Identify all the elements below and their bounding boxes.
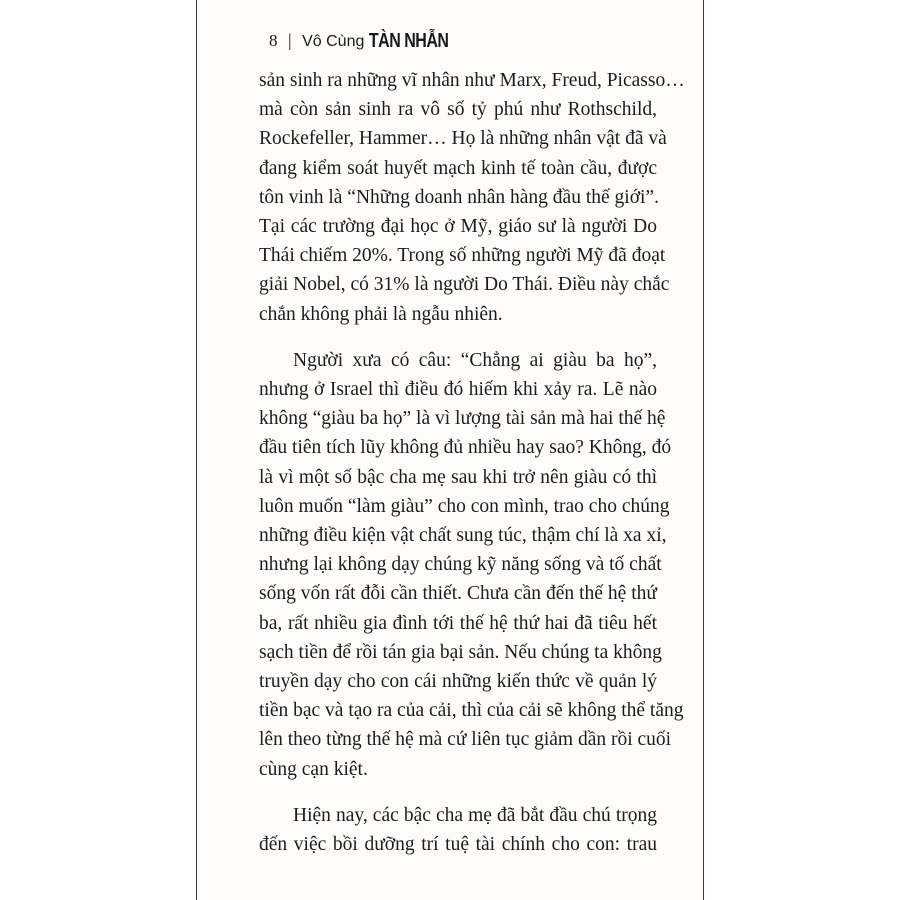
text-line: Hiện nay, các bậc cha mẹ đã bắt đầu chú trọng <box>293 804 657 826</box>
text-line: truyền dạy cho con cái những kiến thức về quản lý <box>259 671 657 693</box>
text-line: đang kiểm soát huyết mạch kinh tế toàn cầu, được <box>259 157 657 179</box>
header-separator: | <box>288 30 292 50</box>
book-title-bold: TÀN NHẪN <box>368 30 449 52</box>
text-line: nhưng ở Israel thì điều đó hiếm khi xảy ra. Lẽ nào <box>259 379 657 401</box>
paragraph <box>259 801 657 859</box>
paragraph <box>259 346 684 784</box>
text-line: cùng cạn kiệt. <box>259 758 368 780</box>
text-line: đến việc bồi dưỡng trí tuệ tài chính cho con: trau <box>259 834 657 856</box>
text-line: luôn muốn “làm giàu” cho con mình, trao cho chúng <box>259 495 670 517</box>
paragraph-gap <box>259 784 657 801</box>
text-line: giải Nobel, có 31% là người Do Thái. Điều này chắc <box>259 274 670 296</box>
text-line: nhưng lại không dạy chúng kỹ năng sống và tố chất <box>259 554 662 576</box>
text-line: sống vốn rất đỗi cần thiết. Chưa cần đến thế hệ thứ <box>259 583 657 605</box>
body-text <box>259 66 685 859</box>
text-line: ba, rất nhiều gia đình tới thế hệ thứ hai đã tiêu hết <box>259 612 657 634</box>
text-line: không “giàu ba họ” là vì lượng tài sản mà hai thế hệ <box>259 408 666 430</box>
text-line: chắn không phải là ngẫu nhiên. <box>259 303 503 325</box>
book-page <box>196 0 704 900</box>
text-line: tôn vinh là “Những doanh nhân hàng đầu thế giới”. <box>259 186 659 208</box>
text-line: là vì một số bậc cha mẹ sau khi trở nên giàu có thì <box>259 466 657 488</box>
text-line: những điều kiện vật chất sung túc, thậm chí là xa xỉ, <box>259 525 667 547</box>
paragraph-gap <box>259 329 657 346</box>
text-line: Rockefeller, Hammer… Họ là những nhân vật đã và <box>259 128 667 150</box>
text-line: Tại các trường đại học ở Mỹ, giáo sư là người Do <box>259 216 657 238</box>
text-line: tiền bạc và tạo ra của cải, thì của cải sẽ không thể tăng <box>259 700 684 722</box>
text-line: lên theo từng thế hệ mà cứ liên tục giảm dần rồi cuối <box>259 729 672 751</box>
page-number: 8 <box>269 31 278 50</box>
text-line: mà còn sản sinh ra vô số tỷ phú như Rothschild, <box>259 99 657 121</box>
paragraph <box>259 66 685 329</box>
book-title-light: Vô Cùng <box>302 33 365 50</box>
text-line: sản sinh ra những vĩ nhân như Marx, Freud, Picasso… <box>259 70 685 91</box>
text-line: sạch tiền để rồi tán gia bại sản. Nếu chúng ta không <box>259 641 662 663</box>
text-line: đầu tiên tích lũy không đủ nhiều hay sao? Không, đó <box>259 437 672 459</box>
text-line: Người xưa có câu: “Chẳng ai giàu ba họ”, <box>293 349 657 371</box>
running-header <box>269 30 448 56</box>
text-line: Thái chiếm 20%. Trong số những người Mỹ đã đoạt <box>259 245 666 267</box>
